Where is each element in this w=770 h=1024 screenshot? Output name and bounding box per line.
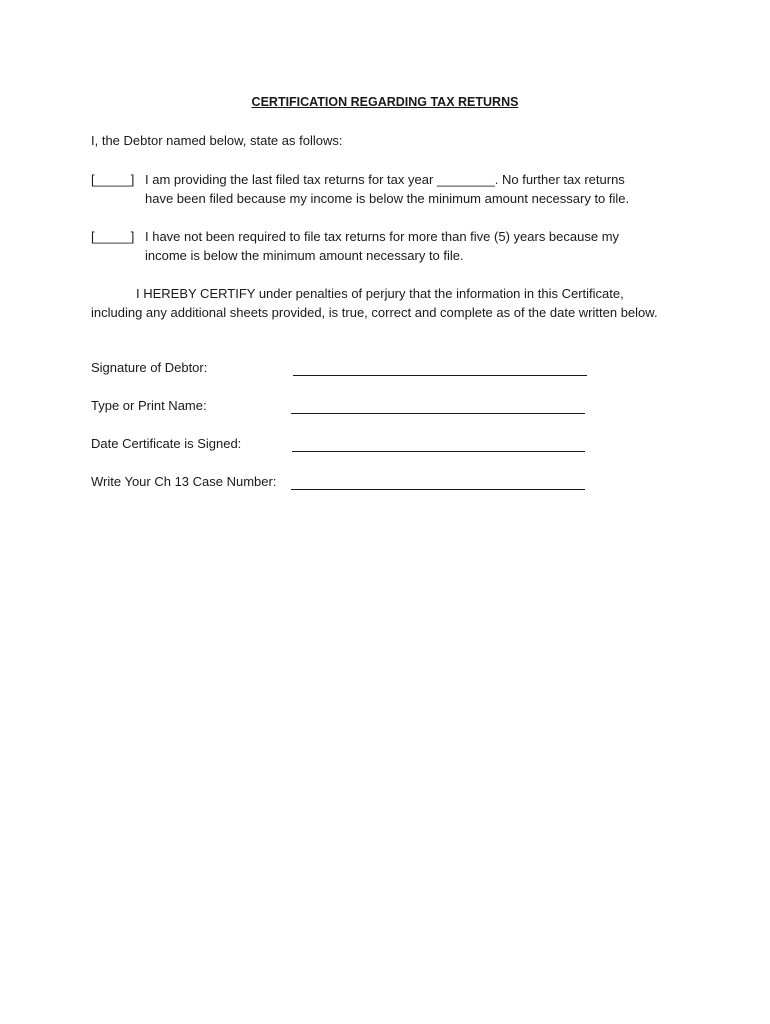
option-checkbox[interactable]: [_____] (91, 229, 135, 244)
option-text-line: I have not been required to file tax returns for more than five (5) years because my (145, 229, 620, 244)
option-text-line: I am providing the last filed tax returns for tax year ________. No further tax returns (145, 172, 625, 187)
option-checkbox[interactable]: [_____] (91, 172, 135, 187)
option-text (145, 170, 681, 208)
option-text-line: have been filed because my income is below the minimum amount necessary to file. (145, 191, 630, 206)
option-tax-returns-provided (91, 170, 681, 208)
signature-row (91, 360, 591, 380)
date-signed-label: Date Certificate is Signed: (91, 436, 242, 451)
signature-label: Signature of Debtor: (91, 360, 208, 375)
print-name-label: Type or Print Name: (91, 398, 207, 413)
intro-statement: I, the Debtor named below, state as follows: (91, 133, 343, 148)
certification-statement: I HEREBY CERTIFY under penalties of perjury that the information in this Certificate, including any additional sheets provided, is true, correct and complete as of the date written below. (91, 286, 658, 320)
print-name-row (91, 398, 591, 418)
option-text-line: income is below the minimum amount necessary to file. (145, 248, 464, 263)
signature-line[interactable] (293, 375, 587, 376)
document-title: CERTIFICATION REGARDING TAX RETURNS (251, 95, 519, 109)
option-not-required-to-file (91, 227, 681, 265)
date-signed-row (91, 436, 591, 456)
print-name-line[interactable] (291, 413, 585, 414)
case-number-line[interactable] (291, 489, 585, 490)
case-number-row (91, 474, 591, 494)
date-signed-line[interactable] (292, 451, 585, 452)
option-text (145, 227, 681, 265)
case-number-label: Write Your Ch 13 Case Number: (91, 474, 277, 489)
